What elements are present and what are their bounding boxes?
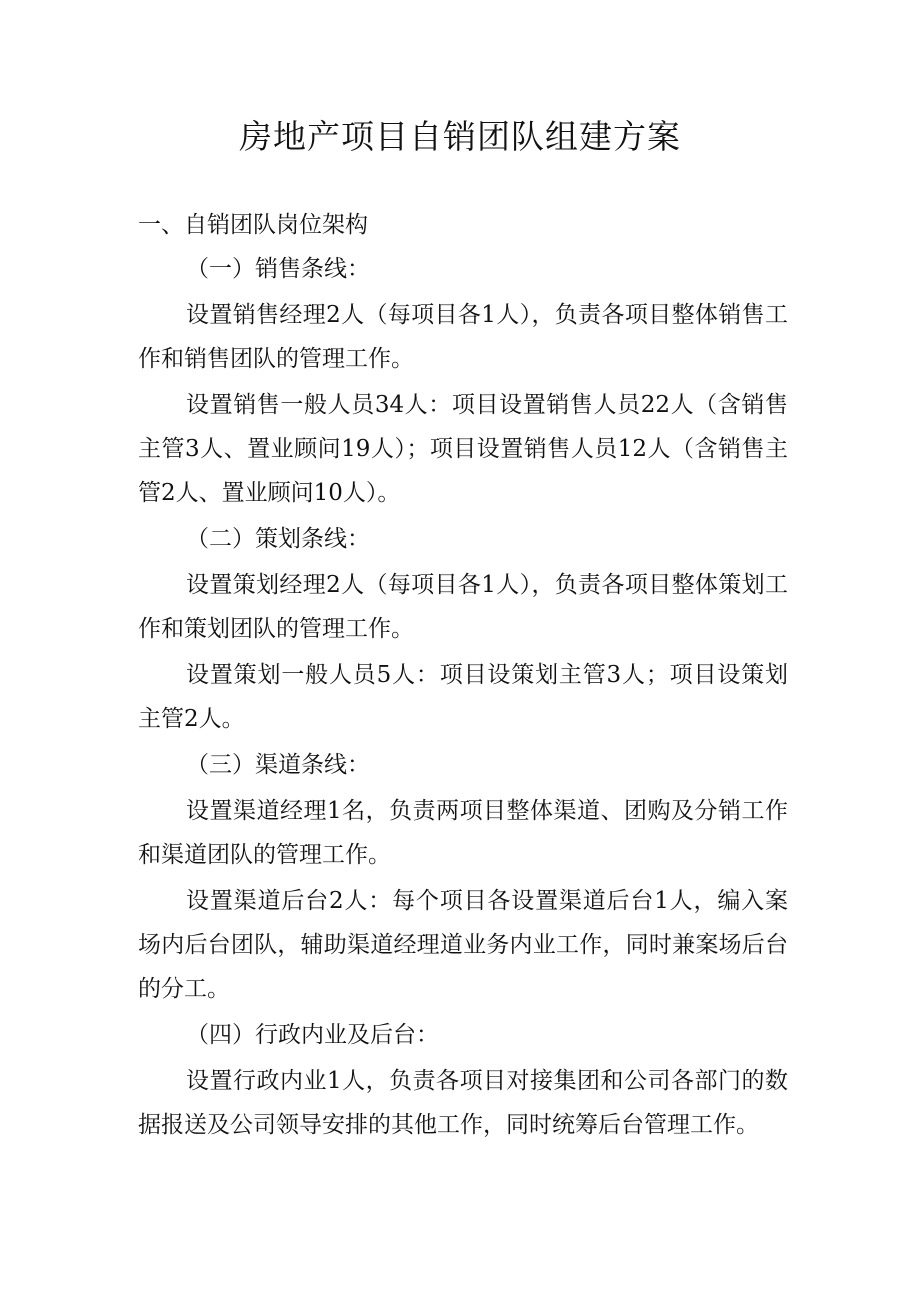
paragraph: 设置销售经理2人（每项目各1人），负责各项目整体销售工作和销售团队的管理工作。 xyxy=(138,302,788,372)
subsection-heading-admin: （四）行政内业及后台： xyxy=(186,1022,439,1048)
subsection-heading-sales: （一）销售条线： xyxy=(186,256,370,282)
subsection-heading-channel: （三）渠道条线： xyxy=(186,752,370,778)
paragraph: 设置策划一般人员5人：项目设策划主管3人；项目设策划主管2人。 xyxy=(138,662,788,732)
paragraph: 设置策划经理2人（每项目各1人），负责各项目整体策划工作和策划团队的管理工作。 xyxy=(138,572,788,642)
paragraph: 设置渠道经理1名，负责两项目整体渠道、团购及分销工作和渠道团队的管理工作。 xyxy=(138,798,788,868)
paragraph: 设置行政内业1人，负责各项目对接集团和公司各部门的数据报送及公司领导安排的其他工作，同时统筹后台管理工作。 xyxy=(138,1068,788,1138)
document-body xyxy=(138,203,788,1147)
paragraph: 设置销售一般人员34人：项目设置销售人员22人（含销售主管3人、置业顾问19人）；项目设置销售人员12人（含销售主管2人、置业顾问10人）。 xyxy=(138,392,788,506)
section-heading: 一、自销团队岗位架构 xyxy=(138,212,368,238)
subsection-heading-planning: （二）策划条线： xyxy=(186,526,370,552)
document-title: 房地产项目自销团队组建方案 xyxy=(239,117,681,156)
paragraph: 设置渠道后台2人：每个项目各设置渠道后台1人，编入案场内后台团队，辅助渠道经理道业务内业工作，同时兼案场后台的分工。 xyxy=(138,888,788,1002)
